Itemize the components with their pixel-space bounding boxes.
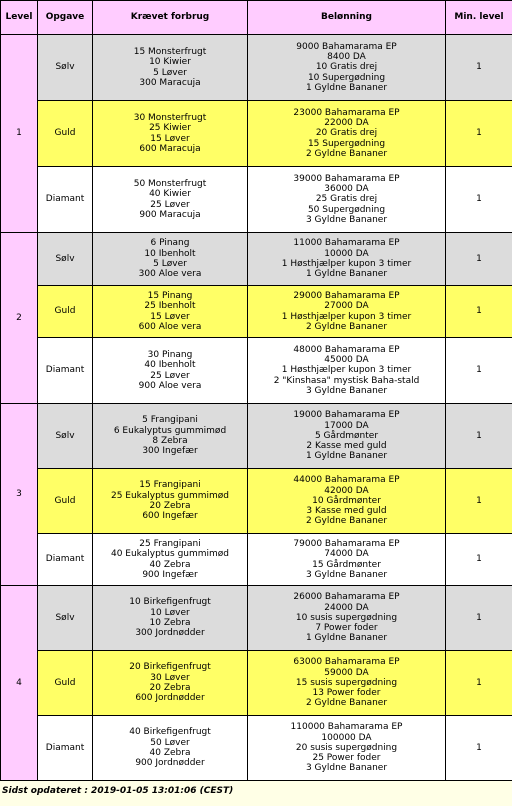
task-cell: Sølv [38, 404, 93, 469]
required-cell [93, 233, 248, 286]
reward-item: 25 Power foder [312, 753, 381, 764]
reward-item: 50 Supergødning [307, 204, 386, 215]
required-item: 6 Pinang [150, 238, 190, 249]
required-cell [93, 716, 248, 781]
reward-cell [248, 286, 446, 338]
table-row [1, 286, 512, 338]
level-cell: 3 [1, 404, 38, 586]
reward-item: 3 Gyldne Bananer [305, 763, 388, 774]
reward-item: 9000 Bahamarama EP [296, 41, 397, 52]
reward-cell [248, 586, 446, 651]
min-level-cell: 1 [446, 338, 512, 404]
reward-item: 27000 DA [324, 301, 369, 312]
reward-item: 59000 DA [324, 667, 369, 678]
reward-item: 1 Gyldne Bananer [305, 633, 388, 644]
reward-item: 2 "Kinshasa" mystisk Baha-stald [273, 375, 420, 386]
min-level-cell: 1 [446, 233, 512, 286]
required-item: 40 Zebra [149, 559, 191, 570]
required-item: 50 Løver [150, 737, 190, 748]
min-level-cell: 1 [446, 586, 512, 651]
required-item: 300 Maracuja [139, 77, 201, 88]
required-item: 40 Kiwier [149, 189, 191, 200]
table-row [1, 586, 512, 651]
required-item: 15 Pinang [147, 290, 193, 301]
required-item: 50 Monsterfrugt [133, 178, 207, 189]
reward-item: 29000 Bahamarama EP [293, 290, 400, 301]
required-item: 10 Ibenholt [144, 248, 196, 259]
reward-cell [248, 404, 446, 469]
min-level-cell: 1 [446, 534, 512, 586]
required-cell [93, 286, 248, 338]
required-item: 5 Løver [153, 67, 187, 78]
table-row [1, 338, 512, 404]
required-cell [93, 101, 248, 167]
header-row [1, 1, 512, 35]
required-item: 15 Løver [150, 311, 190, 322]
reward-item: 10 Gårdmønter [312, 495, 381, 506]
table-row [1, 469, 512, 534]
min-level-cell: 1 [446, 101, 512, 167]
reward-item: 63000 Bahamarama EP [293, 657, 400, 668]
reward-item: 42000 DA [324, 485, 369, 496]
reward-item: 100000 DA [321, 732, 372, 743]
table-row [1, 101, 512, 167]
task-cell: Diamant [38, 716, 93, 781]
reward-item: 23000 Bahamarama EP [293, 107, 400, 118]
reward-item: 3 Gyldne Bananer [305, 385, 388, 396]
reward-cell [248, 167, 446, 233]
reward-cell [248, 534, 446, 586]
reward-item: 10 susis supergødning [295, 612, 398, 623]
table-row [1, 716, 512, 781]
reward-item: 39000 Bahamarama EP [293, 173, 400, 184]
reward-item: 15 Supergødning [307, 138, 386, 149]
required-item: 600 Jordnødder [135, 693, 205, 704]
table-row [1, 404, 512, 469]
reward-item: 44000 Bahamarama EP [293, 475, 400, 486]
reward-item: 19000 Bahamarama EP [293, 410, 400, 421]
min-level-cell: 1 [446, 404, 512, 469]
reward-item: 2 Gyldne Bananer [305, 698, 388, 709]
table-row [1, 233, 512, 286]
table-row [1, 35, 512, 101]
reward-item: 10 Gratis drej [315, 62, 378, 73]
required-item: 25 Løver [150, 370, 190, 381]
reward-item: 15 susis supergødning [295, 677, 398, 688]
reward-item: 110000 Bahamarama EP [290, 722, 403, 733]
reward-item: 2 Gyldne Bananer [305, 321, 388, 332]
required-item: 30 Løver [150, 672, 190, 683]
reward-item: 10000 DA [324, 248, 369, 259]
reward-item: 1 Høsthjælper kupon 3 timer [281, 259, 412, 269]
reward-item: 48000 Bahamarama EP [293, 344, 400, 355]
reward-item: 3 Kasse med guld [306, 506, 387, 517]
reward-item: 26000 Bahamarama EP [293, 592, 400, 603]
required-item: 20 Birkefigenfrugt [129, 662, 211, 673]
required-item: 10 Løver [150, 607, 190, 618]
required-item: 600 Maracuja [139, 143, 201, 154]
required-item: 600 Ingefær [142, 511, 198, 522]
required-item: 30 Monsterfrugt [133, 112, 207, 123]
min-level-cell: 1 [446, 35, 512, 101]
task-cell: Guld [38, 651, 93, 716]
reward-item: 15 Gårdmønter [312, 559, 381, 570]
task-cell: Diamant [38, 534, 93, 586]
min-level-cell: 1 [446, 651, 512, 716]
required-item: 30 Pinang [147, 349, 193, 360]
required-item: 20 Zebra [149, 683, 191, 693]
table-row [1, 167, 512, 233]
reward-item: 22000 DA [324, 118, 369, 129]
header-level: Level [1, 1, 38, 35]
reward-item: 74000 DA [324, 549, 369, 560]
required-item: 900 Jordnødder [135, 758, 205, 769]
reward-item: 1 Høsthjælper kupon 3 timer [281, 365, 412, 376]
required-item: 15 Løver [150, 133, 190, 144]
reward-item: 11000 Bahamarama EP [293, 238, 400, 249]
required-cell [93, 167, 248, 233]
required-item: 900 Maracuja [139, 209, 201, 220]
level-cell: 2 [1, 233, 38, 404]
required-item: 40 Ibenholt [144, 360, 196, 371]
header-reward: Belønning [248, 1, 446, 35]
reward-item: 5 Gårdmønter [314, 430, 379, 441]
reward-item: 3 Gyldne Bananer [305, 569, 388, 580]
task-cell: Sølv [38, 586, 93, 651]
reward-item: 2 Kasse med guld [306, 441, 387, 452]
table-body [1, 35, 512, 781]
reward-cell [248, 233, 446, 286]
required-item: 10 Birkefigenfrugt [129, 597, 211, 608]
task-cell: Guld [38, 286, 93, 338]
required-item: 5 Frangipani [142, 415, 198, 426]
required-item: 25 Eukalyptus gummimød [110, 490, 230, 501]
required-item: 900 Ingefær [142, 569, 198, 580]
header-min-level: Min. level [446, 1, 512, 35]
reward-cell [248, 469, 446, 534]
last-updated-footer: Sidst opdateret : 2019-01-05 13:01:06 (CEST) [2, 786, 234, 796]
required-item: 300 Aloe vera [138, 269, 202, 280]
required-cell [93, 404, 248, 469]
required-item: 8 Zebra [152, 436, 188, 446]
required-item: 10 Zebra [149, 618, 191, 628]
level-cell: 4 [1, 586, 38, 781]
reward-item: 20 Gratis drej [315, 128, 378, 139]
required-item: 10 Kiwier [149, 57, 191, 68]
task-cell: Guld [38, 101, 93, 167]
required-item: 15 Frangipani [139, 480, 201, 491]
required-item: 5 Løver [153, 259, 187, 269]
reward-item: 25 Gratis drej [315, 194, 378, 205]
required-item: 300 Ingefær [142, 446, 198, 457]
reward-item: 1 Gyldne Bananer [305, 269, 388, 280]
reward-item: 20 susis supergødning [295, 742, 398, 753]
reward-cell [248, 338, 446, 404]
required-item: 25 Kiwier [149, 123, 191, 134]
reward-item: 1 Høsthjælper kupon 3 timer [281, 311, 412, 322]
table-row [1, 651, 512, 716]
header-task: Opgave [38, 1, 93, 35]
table-row [1, 534, 512, 586]
task-cell: Diamant [38, 338, 93, 404]
required-item: 600 Aloe vera [138, 321, 202, 332]
required-item: 300 Jordnødder [135, 628, 205, 639]
reward-item: 24000 DA [324, 602, 369, 613]
reward-item: 3 Gyldne Bananer [305, 214, 388, 225]
required-cell [93, 534, 248, 586]
header-required: Krævet forbrug [93, 1, 248, 35]
required-item: 25 Løver [150, 199, 190, 210]
min-level-cell: 1 [446, 469, 512, 534]
required-item: 25 Frangipani [139, 538, 201, 549]
reward-item: 7 Power foder [315, 623, 378, 634]
reward-item: 10 Supergødning [307, 72, 386, 83]
task-cell: Sølv [38, 233, 93, 286]
reward-item: 8400 DA [327, 52, 366, 63]
required-cell [93, 35, 248, 101]
reward-cell [248, 35, 446, 101]
required-cell [93, 651, 248, 716]
required-cell [93, 469, 248, 534]
reward-cell [248, 651, 446, 716]
required-item: 20 Zebra [149, 501, 191, 511]
reward-item: 36000 DA [324, 184, 369, 195]
reward-cell [248, 716, 446, 781]
task-cell: Guld [38, 469, 93, 534]
reward-item: 17000 DA [324, 420, 369, 431]
level-cell: 1 [1, 35, 38, 233]
min-level-cell: 1 [446, 286, 512, 338]
required-item: 6 Eukalyptus gummimød [113, 425, 227, 436]
required-item: 40 Zebra [149, 748, 191, 758]
required-cell [93, 586, 248, 651]
required-item: 40 Eukalyptus gummimød [110, 549, 230, 560]
reward-item: 2 Gyldne Bananer [305, 148, 388, 159]
reward-item: 79000 Bahamarama EP [293, 538, 400, 549]
required-item: 40 Birkefigenfrugt [129, 727, 211, 738]
reward-cell [248, 101, 446, 167]
min-level-cell: 1 [446, 716, 512, 781]
reward-item: 45000 DA [324, 355, 369, 366]
reward-item: 1 Gyldne Bananer [305, 451, 388, 462]
required-item: 900 Aloe vera [138, 380, 202, 391]
task-cell: Diamant [38, 167, 93, 233]
required-cell [93, 338, 248, 404]
required-item: 25 Ibenholt [144, 301, 196, 312]
reward-item: 13 Power foder [312, 688, 381, 699]
required-item: 15 Monsterfrugt [133, 46, 207, 57]
task-cell: Sølv [38, 35, 93, 101]
min-level-cell: 1 [446, 167, 512, 233]
reward-item: 2 Gyldne Bananer [305, 516, 388, 527]
reward-item: 1 Gyldne Bananer [305, 82, 388, 93]
